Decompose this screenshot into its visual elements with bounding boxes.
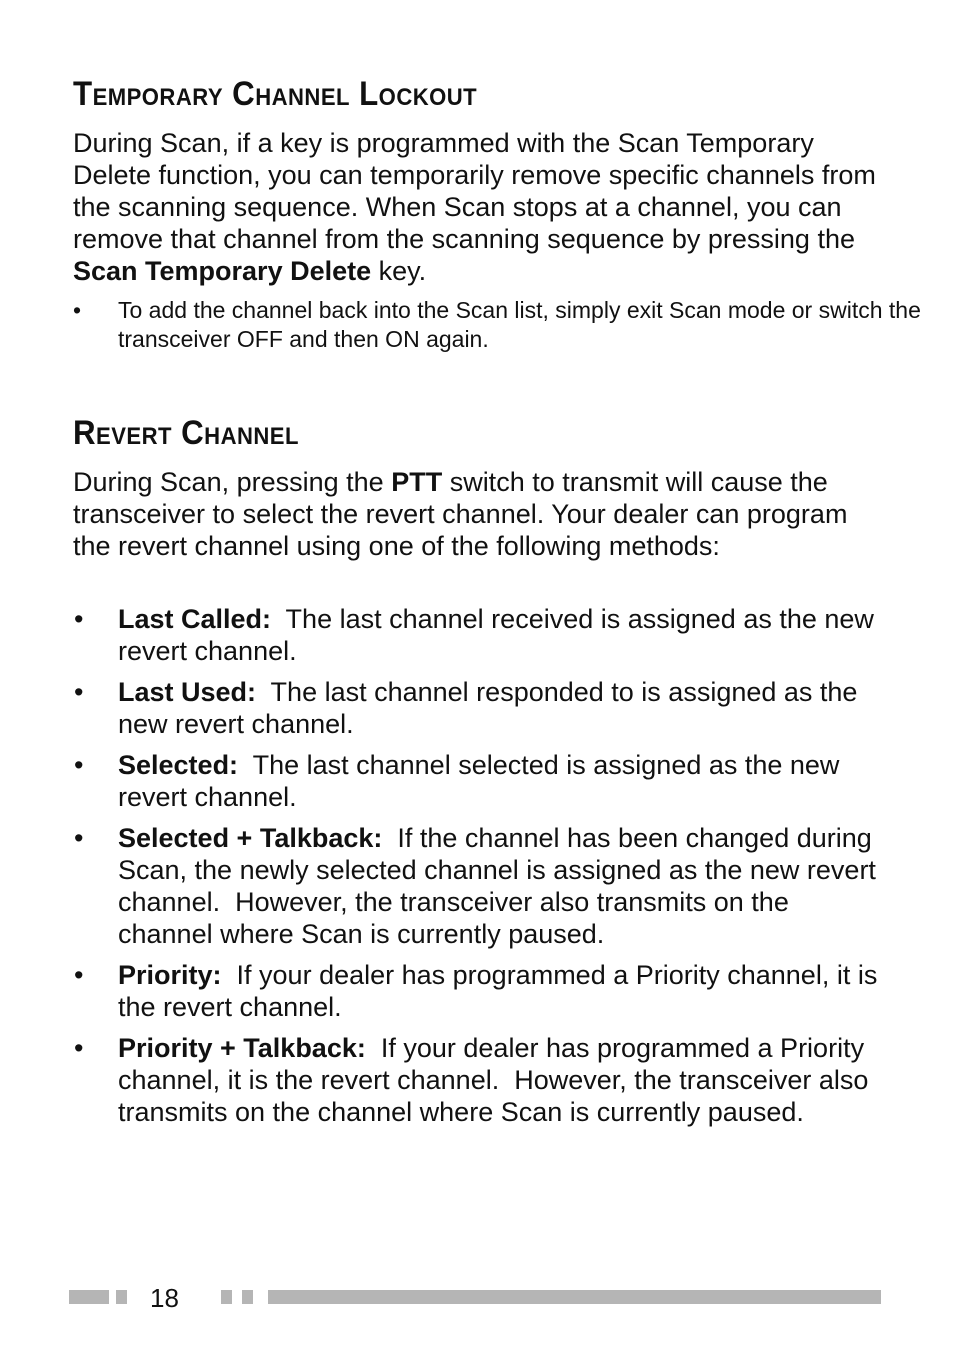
list-item-term: Last Called: bbox=[118, 604, 272, 634]
bullet-dot: • bbox=[73, 297, 82, 323]
list-item bbox=[73, 603, 885, 667]
bullet-dot: • bbox=[74, 960, 84, 990]
paragraph-text: During Scan, if a key is programmed with the Scan Temporary Delete function, you can temporarily remove specific channels from the scanning sequence. When Scan stops at a channel, you can remove that channel from the scanning sequence by pressing the bbox=[73, 128, 876, 254]
bullet-dot: • bbox=[74, 604, 84, 634]
list-item-text: The last channel responded to is assigned as the new revert channel. bbox=[118, 677, 865, 739]
list-item-text: If the channel has been changed during Scan, the newly selected channel is assigned as the new revert channel. However, the transceiver also transmits on the channel where Scan is currently paused. bbox=[118, 823, 884, 949]
list-item bbox=[73, 1032, 885, 1128]
note-bullet bbox=[73, 296, 930, 354]
page-content bbox=[73, 0, 921, 1127]
footer-bar-left bbox=[69, 1290, 109, 1304]
list-item-term: Selected + Talkback: bbox=[118, 823, 383, 853]
bullet-dot: • bbox=[74, 677, 84, 707]
list-item-text: If your dealer has programmed a Priority channel, it is the revert channel. However, the transceiver also transmits on the channel where Scan is currently paused. bbox=[118, 1033, 876, 1127]
list-item bbox=[73, 676, 885, 740]
list-item-term: Last Used: bbox=[118, 677, 257, 707]
list-item-text: The last channel received is assigned as the new revert channel. bbox=[118, 604, 882, 666]
paragraph-text: During Scan, pressing the bbox=[73, 467, 392, 497]
list-item-text: If your dealer has programmed a Priority channel, it is the revert channel. bbox=[118, 960, 885, 1022]
footer-bar-mid-2 bbox=[242, 1290, 253, 1304]
paragraph-revert-channel bbox=[73, 466, 885, 562]
list-item bbox=[73, 822, 885, 950]
list-item-term: Priority: bbox=[118, 960, 222, 990]
footer-bar-right bbox=[268, 1290, 881, 1304]
paragraph-bold-term: PTT bbox=[391, 467, 443, 497]
footer-bar-left-small bbox=[116, 1290, 127, 1304]
heading-temporary-channel-lockout: Temporary Channel Lockout bbox=[73, 75, 478, 113]
list-item-text: The last channel selected is assigned as the new revert channel. bbox=[118, 750, 847, 812]
page-footer bbox=[0, 1283, 954, 1317]
footer-bar-mid-1 bbox=[221, 1290, 232, 1304]
list-item bbox=[73, 749, 885, 813]
heading-revert-channel: Revert Channel bbox=[73, 414, 299, 452]
bullet-dot: • bbox=[74, 1033, 84, 1063]
list-item-term: Priority + Talkback: bbox=[118, 1033, 366, 1063]
page-number: 18 bbox=[150, 1283, 179, 1313]
revert-methods-list bbox=[73, 603, 885, 1137]
paragraph-text: key. bbox=[371, 256, 427, 286]
paragraph-text: switch to transmit will cause the transceiver to select the revert channel. Your dealer can program the revert channel using one of the following methods: bbox=[73, 467, 848, 561]
paragraph-temporary-lockout bbox=[73, 127, 885, 287]
paragraph-bold-term: Scan Temporary Delete bbox=[73, 256, 372, 286]
bullet-dot: • bbox=[74, 823, 84, 853]
bullet-dot: • bbox=[74, 750, 84, 780]
list-item bbox=[73, 959, 885, 1023]
note-bullet-text: To add the channel back into the Scan list, simply exit Scan mode or switch the transceiver OFF and then ON again. bbox=[118, 297, 921, 352]
list-item-term: Selected: bbox=[118, 750, 239, 780]
